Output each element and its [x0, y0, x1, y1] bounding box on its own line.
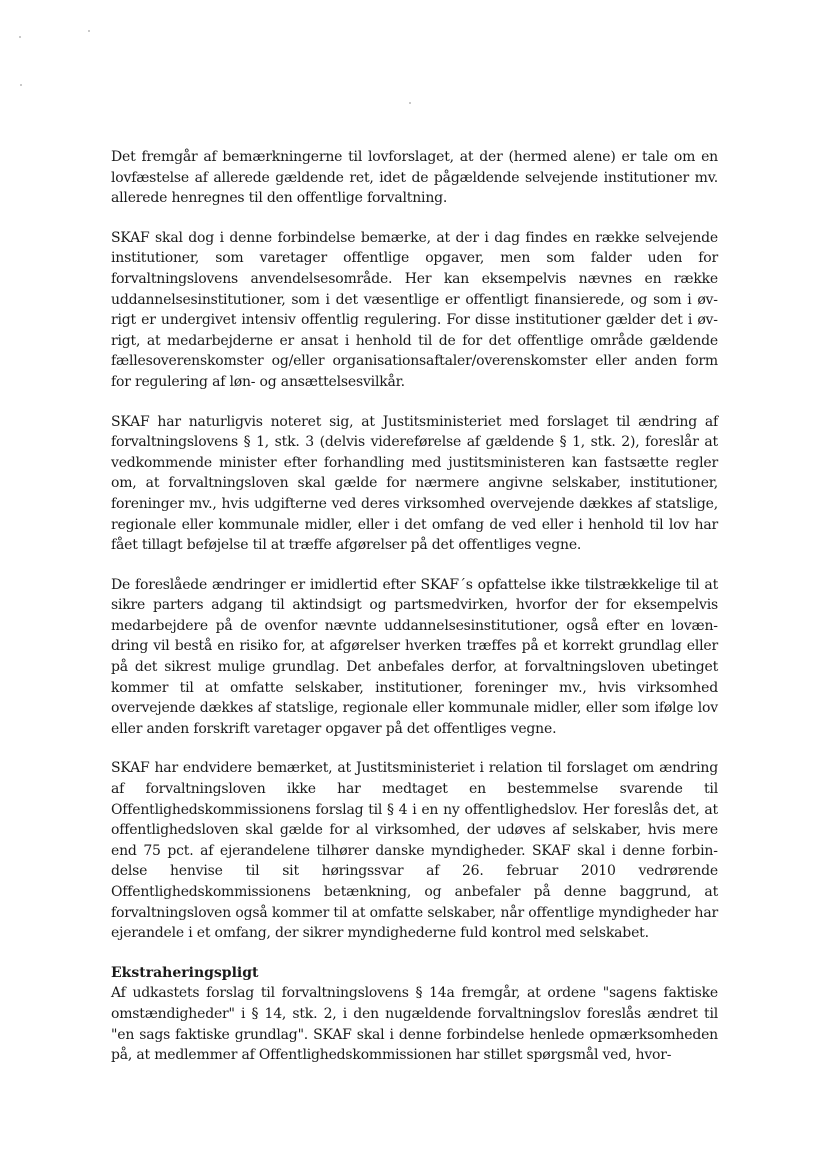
paragraph-2: SKAF skal dog i denne forbindelse bemærke, at der i dag findes en række selvejende institutioner, som varetager offentlige opgaver, men som falder uden for forvaltningslovens anvendelsesområde. Her kan eksempelvis nævnes en række uddannelsesinstitutioner, som i det væsentlige er offentligt finansierede, og som i øvrigt er undergivet intensiv offentlig regulering. For disse institutioner gælder det i øvrigt, at medarbejderne er ansat i henhold til de for det offentlige område gældende fællesoverenskomster og/eller organisationsaftaler/overenskomster eller anden form for regulering af løn- og ansættelsesvilkår.	[111, 229, 718, 390]
document-body	[111, 147, 718, 1085]
paragraph-5: SKAF har endvidere bemærket, at Justitsministeriet i relation til forslaget om ændring af forvaltningsloven ikke har medtaget en bestemmelse svarende til Offentlighedskommissionens forslag til § 4 i en ny offentlighedslov. Her foreslås det, at offentlighedsloven skal gælde for al virksomhed, der udøves af selskaber, hvis mere end 75 pct. af ejerandelene tilhører danske myndigheder. SKAF skal i denne forbindelse henvise til sit høringssvar af 26. februar 2010 vedrørende Offentlighedskommissionens betænkning, og anbefaler på denne baggrund, at forvaltningsloven også kommer til at omfatte selskaber, når offentlige myndigheder har ejerandele i et omfang, der sikrer myndighederne fuld kontrol med selskabet.	[111, 760, 718, 942]
scan-speck	[88, 30, 90, 32]
section-heading: Ekstraheringspligt	[111, 964, 259, 981]
section-paragraph: Af udkastets forslag til forvaltningslovens § 14a fremgår, at ordene "sagens faktiske omstændigheder" i § 14, stk. 2, i den nugældende forvaltningslov foreslås ændret til "en sags faktiske grundlag". SKAF skal i denne forbindelse henlede opmærksomheden på, at medlemmer af Offentlighedskommissionen har stillet spørgsmål ved, hvor-	[111, 985, 718, 1064]
scan-speck	[409, 102, 411, 104]
scan-speck	[20, 84, 22, 86]
paragraph-3: SKAF har naturligvis noteret sig, at Justitsministeriet med forslaget til ændring af forvaltningslovens § 1, stk. 3 (delvis videreførelse af gældende § 1, stk. 2), foreslår at vedkommende minister efter forhandling med justitsministeren kan fastsætte regler om, at forvaltningsloven skal gælde for nærmere angivne selskaber, institutioner, foreninger mv., hvis udgifterne ved deres virksomhed overvejende dækkes af statslige, regionale eller kommunale midler, eller i det omfang de ved eller i henhold til lov har fået tillagt beføjelse til at træffe afgørelser på det offentliges vegne.	[111, 413, 718, 554]
paragraph-1: Det fremgår af bemærkningerne til lovforslaget, at der (hermed alene) er tale om en lovfæstelse af allerede gældende ret, idet de pågældende selvejende institutioner mv. allerede henregnes til den offentlige forvaltning.	[111, 149, 718, 207]
scan-speck	[19, 36, 21, 38]
paragraph-4: De foreslåede ændringer er imidlertid efter SKAF´s opfattelse ikke tilstrækkelige til at sikre parters adgang til aktindsigt og partsmedvirken, hvorfor der for eksempelvis medarbejdere på de ovenfor nævnte uddannelsesinstitutioner, også efter en lovændring vil bestå en risiko for, at afgørelser hverken træffes på et korrekt grundlag eller på det sikrest mulige grundlag. Det anbefales derfor, at forvaltningsloven ubetinget kommer til at omfatte selskaber, institutioner, foreninger mv., hvis virksomhed overvejende dækkes af statslige, regionale eller kommunale midler, eller som ifølge lov eller anden forskrift varetager opgaver på det offentliges vegne.	[111, 576, 718, 737]
